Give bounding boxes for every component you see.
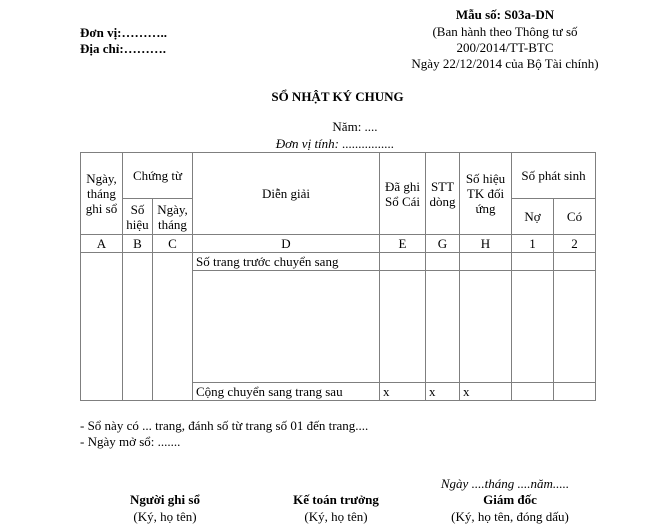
header-voucher-no: Số hiệu bbox=[123, 199, 153, 235]
journal-table bbox=[80, 152, 596, 401]
chief-accountant-note: (Ký, họ tên) bbox=[304, 509, 368, 524]
carry-forward-label: Số trang trước chuyển sang bbox=[193, 253, 380, 271]
address-label: Địa chỉ: bbox=[80, 41, 124, 56]
preparer-title: Người ghi sổ bbox=[130, 492, 200, 507]
code-cell: B bbox=[123, 235, 153, 253]
code-cell: C bbox=[153, 235, 193, 253]
code-cell: E bbox=[380, 235, 426, 253]
header-voucher-date: Ngày, tháng bbox=[153, 199, 193, 235]
signature-date: Ngày ....tháng ....năm..... bbox=[440, 476, 570, 491]
header-debit: Nợ bbox=[512, 199, 554, 235]
note-open-date: - Ngày mở sổ: ....... bbox=[80, 434, 181, 449]
x-mark: x bbox=[426, 383, 460, 401]
code-cell: G bbox=[426, 235, 460, 253]
unit-field bbox=[80, 25, 167, 41]
header-amount: Số phát sinh bbox=[512, 153, 596, 199]
preparer-note: (Ký, họ tên) bbox=[133, 509, 197, 524]
code-cell: A bbox=[81, 235, 123, 253]
table-row bbox=[81, 253, 596, 271]
header-credit: Có bbox=[554, 199, 596, 235]
code-cell: H bbox=[460, 235, 512, 253]
header-posted: Đã ghi Sổ Cái bbox=[380, 153, 426, 235]
year-line: Năm: .... bbox=[332, 119, 378, 134]
form-code: Mẫu số: S03a-DN bbox=[455, 7, 555, 22]
header-line-no: STT dòng bbox=[426, 153, 460, 235]
header-voucher: Chứng từ bbox=[123, 153, 193, 199]
header-description: Diễn giải bbox=[193, 153, 380, 235]
code-cell: 2 bbox=[554, 235, 596, 253]
form-code-line3: Ngày 22/12/2014 của Bộ Tài chính) bbox=[411, 56, 599, 71]
carry-over-label: Cộng chuyển sang trang sau bbox=[193, 383, 380, 401]
x-mark: x bbox=[460, 383, 512, 401]
note-pages: - Sổ này có ... trang, đánh số từ trang số 01 đến trang.... bbox=[80, 418, 369, 433]
header-account: Số hiệu TK đối ứng bbox=[460, 153, 512, 235]
unit-of-measure: Đơn vị tính: ................ bbox=[275, 136, 395, 151]
unit-label: Đơn vị: bbox=[80, 25, 122, 40]
director-title: Giám đốc bbox=[483, 492, 537, 507]
address-field bbox=[80, 41, 166, 57]
code-cell: 1 bbox=[512, 235, 554, 253]
address-dots: ………. bbox=[123, 41, 166, 56]
header-date-posted: Ngày, tháng ghi sổ bbox=[81, 153, 123, 235]
form-code-line1: (Ban hành theo Thông tư số bbox=[432, 24, 578, 39]
chief-accountant-title: Kế toán trưởng bbox=[293, 492, 379, 507]
page-title: SỔ NHẬT KÝ CHUNG bbox=[271, 89, 404, 104]
code-cell: D bbox=[193, 235, 380, 253]
x-mark: x bbox=[380, 383, 426, 401]
code-row bbox=[81, 235, 596, 253]
unit-dots: ……….. bbox=[121, 25, 168, 40]
director-note: (Ký, họ tên, đóng dấu) bbox=[451, 509, 569, 524]
form-code-line2: 200/2014/TT-BTC bbox=[456, 40, 554, 55]
